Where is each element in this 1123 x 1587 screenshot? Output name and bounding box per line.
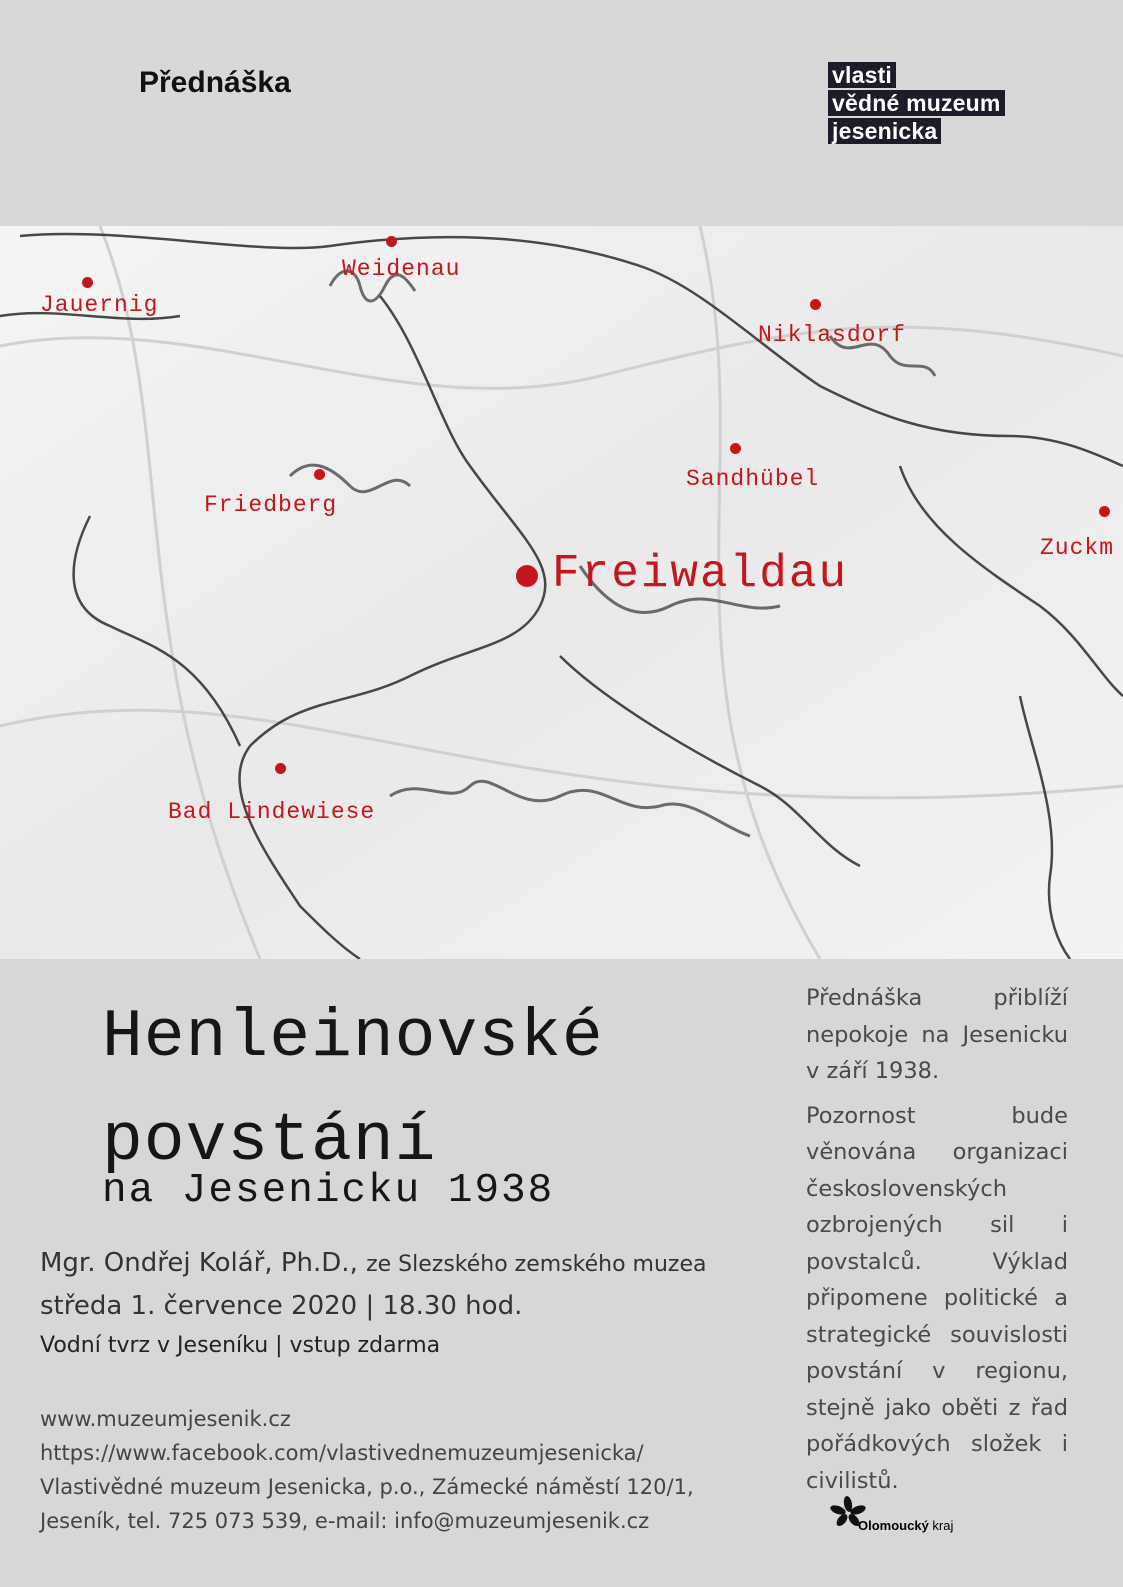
logo-line-3: jesenicka	[828, 118, 941, 144]
speaker-affiliation: ze Slezského zemského muzea	[366, 1252, 707, 1277]
description-paragraph-1: Přednáška přiblíží nepokoje na Jesenicku v září 1938.	[806, 985, 1068, 1084]
logo-line-2: vědné muzeum	[828, 90, 1005, 116]
place-label-zuckm: Zuckm	[1040, 535, 1115, 561]
lecture-description	[806, 980, 1068, 1507]
address-line: Vlastivědné muzeum Jesenicka, p.o., Zámecké náměstí 120/1,	[40, 1475, 694, 1499]
place-label-niklasdorf: Niklasdorf	[758, 322, 907, 348]
sponsor-name	[858, 1518, 953, 1533]
description-paragraph-2: Pozornost bude věnována organizaci československých ozbrojených sil i povstalců. Výklad připomene politické a strategické souvislosti povstání v regionu, stejně jako oběti z řad pořádkových složek i civilistů.	[806, 1102, 1068, 1494]
place-marker	[314, 469, 325, 480]
place-marker	[1099, 506, 1110, 517]
historic-map-image	[0, 226, 1123, 959]
event-datetime: středa 1. července 2020 | 18.30 hod.	[40, 1291, 523, 1321]
museum-logo[interactable]	[828, 62, 1005, 146]
place-label-freiwaldau: Freiwaldau	[552, 548, 849, 600]
contact-block	[40, 1402, 694, 1538]
phone-email-line: Jeseník, tel. 725 073 539, e-mail: info@muzeumjesenik.cz	[40, 1509, 650, 1533]
place-label-jauernig: Jauernig	[40, 292, 159, 318]
event-type-label: Přednáška	[139, 66, 291, 99]
place-marker	[275, 763, 286, 774]
sponsor-name-bold: Olomoucký	[858, 1518, 929, 1533]
place-marker-main	[516, 565, 538, 587]
place-marker	[810, 299, 821, 310]
lecture-title-line-1: Henleinovské	[102, 999, 604, 1076]
place-label-bad-lindewiese: Bad Lindewiese	[168, 799, 376, 825]
lecture-subtitle: na Jesenicku 1938	[102, 1168, 555, 1214]
place-marker	[82, 277, 93, 288]
place-marker	[386, 236, 397, 247]
logo-line-1: vlasti	[828, 62, 896, 88]
lecture-title-line-2: povstání	[102, 1103, 437, 1180]
website-link[interactable]: www.muzeumjesenik.cz	[40, 1407, 291, 1431]
lecture-title	[102, 986, 604, 1194]
speaker-name: Mgr. Ondřej Kolář, Ph.D.,	[40, 1248, 358, 1278]
sponsor-suffix: kraj	[932, 1518, 954, 1533]
place-marker	[730, 443, 741, 454]
speaker-line	[40, 1248, 706, 1278]
place-label-sandhubel: Sandhübel	[686, 466, 820, 492]
place-label-friedberg: Friedberg	[204, 492, 338, 518]
place-label-weidenau: Weidenau	[342, 256, 461, 282]
event-venue: Vodní tvrz v Jeseníku | vstup zdarma	[40, 1333, 441, 1358]
facebook-link[interactable]: https://www.facebook.com/vlastivednemuzeumjesenicka/	[40, 1441, 644, 1465]
